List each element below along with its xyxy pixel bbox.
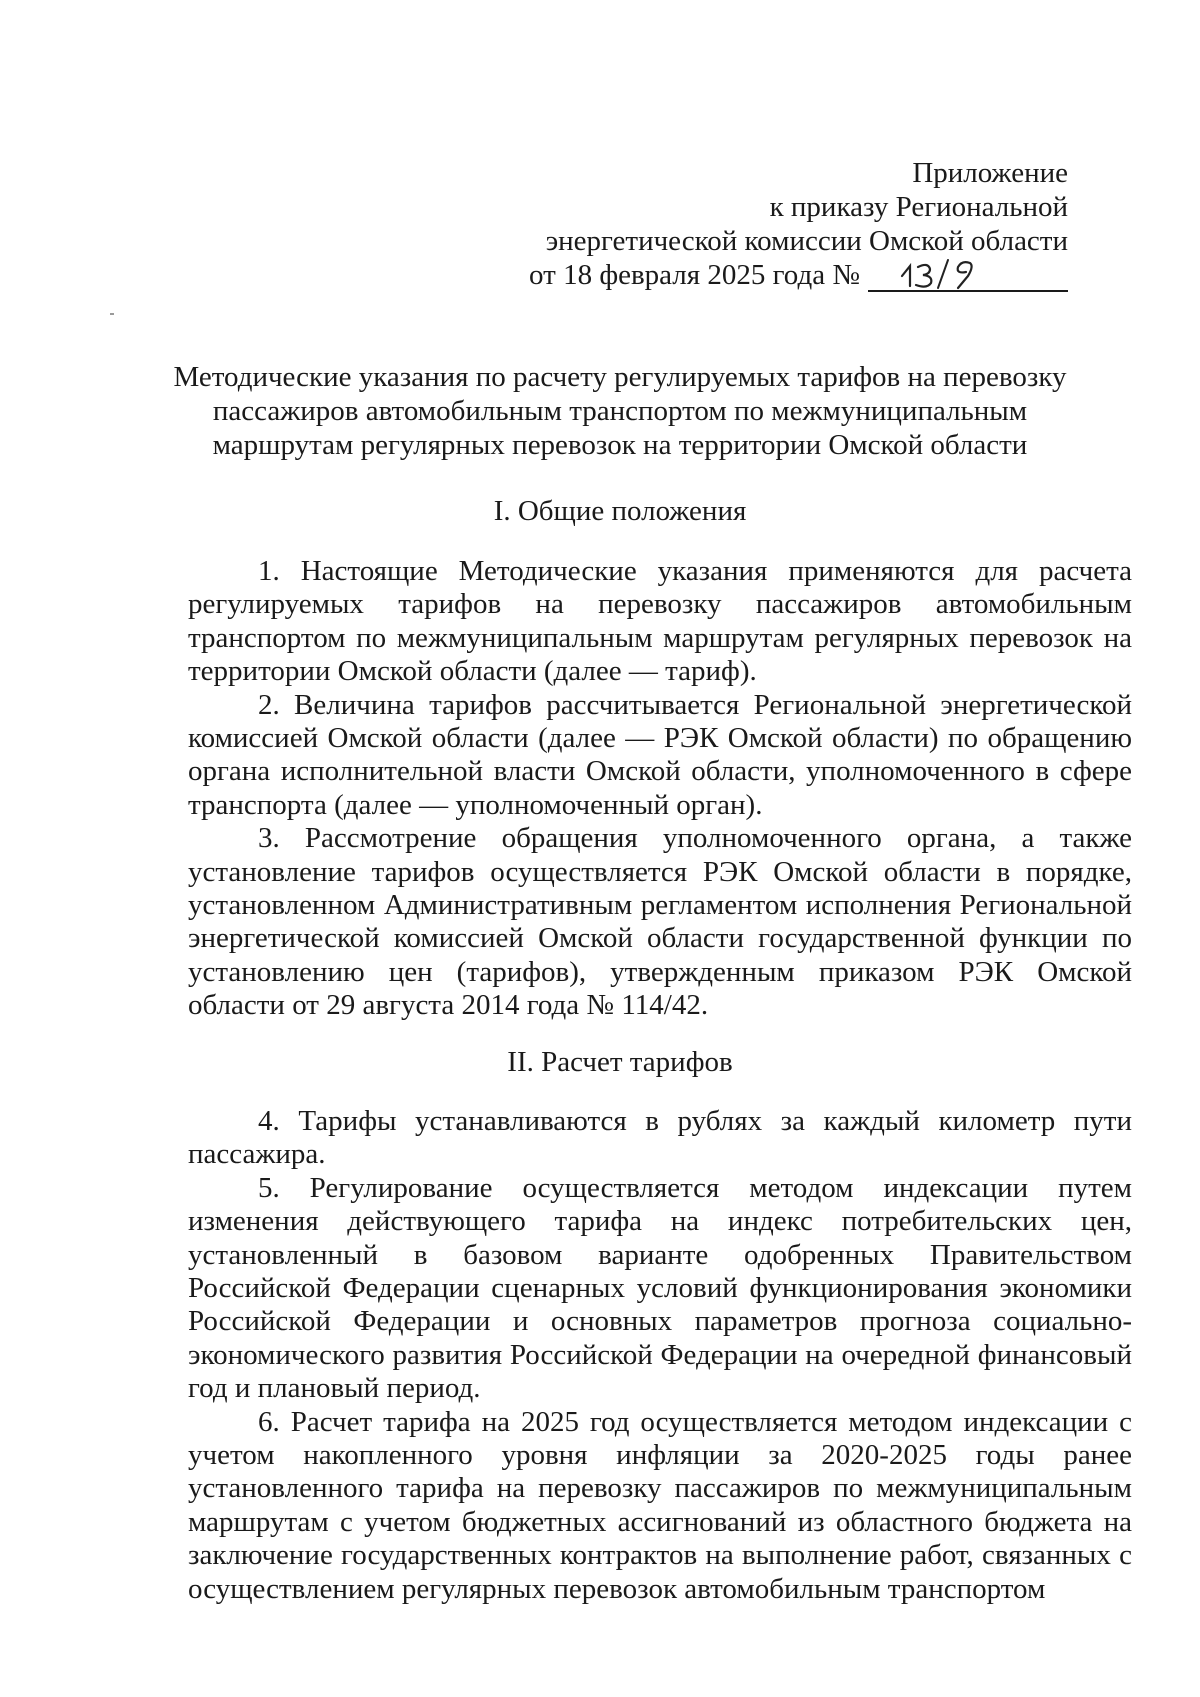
appendix-label: Приложение: [912, 157, 1068, 189]
appendix-order-date: от 18 февраля 2025 года №: [529, 259, 860, 291]
paragraph-3: 3. Рассмотрение обращения уполномоченного органа, а также установление тарифов осуществляется РЭК Омской области в порядке, установленном Административным регламентом исполнения Региональной энергетической комиссией Омской области государственной функции по установлению цен (тарифов), утвержденным приказом РЭК Омской области от 29 августа 2014 года № 114/42.: [188, 822, 1132, 1022]
appendix-order-reference: к приказу Региональной: [769, 191, 1068, 223]
paragraph-1: 1. Настоящие Методические указания применяются для расчета регулируемых тарифов на перевозку пассажиров автомобильным транспортом по межмуниципальным маршрутам регулярных перевозок на территории Омской области (далее — тариф).: [188, 555, 1132, 688]
paragraph-2: 2. Величина тарифов рассчитывается Региональной энергетической комиссией Омской области (далее — РЭК Омской области) по обращению органа исполнительной власти Омской области, уполномоченного в сфере транспорта (далее — уполномоченный орган).: [188, 688, 1132, 821]
paragraph-4: 4. Тарифы устанавливаются в рублях за каждый километр пути пассажира.: [188, 1105, 1132, 1171]
appendix-header: [448, 156, 1068, 292]
handwritten-order-number: [896, 256, 996, 290]
paragraph-6: 6. Расчет тарифа на 2025 год осуществляется методом индексации с учетом накопленного уровня инфляции за 2020-2025 годы ранее установленного тарифа на перевозку пассажиров по межмуниципальным маршрутам с учетом бюджетных ассигнований из областного бюджета на заключение государственных контрактов на выполнение работ, связанных с осуществлением регулярных перевозок автомобильным транспортом: [188, 1405, 1132, 1605]
section-2-heading: II. Расчет тарифов: [507, 1046, 733, 1078]
appendix-order-date-line: [448, 258, 1068, 292]
section-1-heading: I. Общие положения: [493, 495, 747, 527]
order-number-field: [868, 260, 1068, 292]
scan-mark: [110, 313, 114, 315]
document-title: Методические указания по расчету регулируемых тарифов на перевозку пассажиров автомобильным транспортом по межмуниципальным маршрутам регулярных перевозок на территории Омской области: [173, 361, 1067, 461]
section-1-body: [188, 555, 1132, 1023]
paragraph-5: 5. Регулирование осуществляется методом индексации путем изменения действующего тарифа на индекс потребительских цен, установленный в базовом варианте одобренных Правительством Российской Федерации сценарных условий функционирования экономики Российской Федерации и основных параметров прогноза социально-экономического развития Российской Федерации на очередной финансовый год и плановый период.: [188, 1171, 1132, 1405]
section-2-body: [188, 1105, 1132, 1606]
appendix-commission-name: энергетической комиссии Омской области: [545, 225, 1068, 257]
